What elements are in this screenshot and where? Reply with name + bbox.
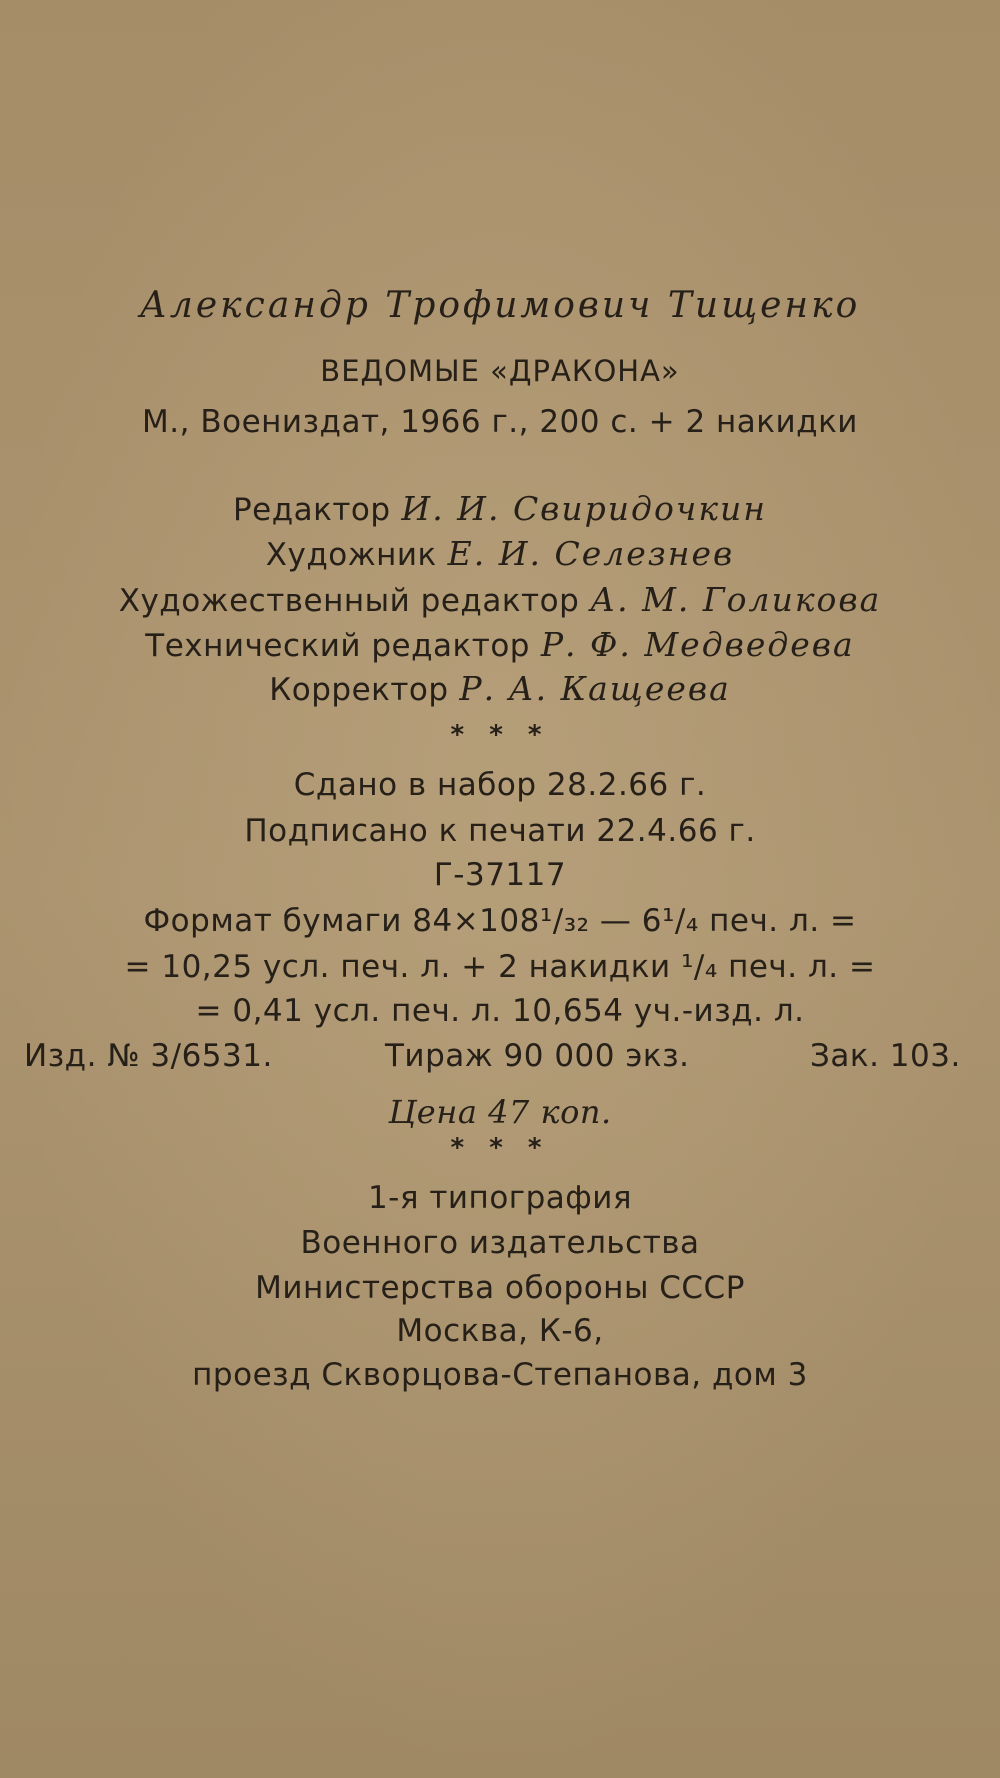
printer-line-5: проезд Скворцова-Степанова, дом 3 [192,1357,808,1393]
printer-line-2: Военного издательства [300,1225,700,1261]
credit-role: Корректор [269,672,449,708]
signed-date: Подписано к печати 22.4.66 г. [244,813,756,849]
censor-code: Г-37117 [433,857,567,893]
printer-line-1: 1-я типография [367,1180,633,1216]
credit-name: Е. И. Селезнев [447,534,735,573]
edition-number: Изд. № 3/6531. [24,1038,273,1074]
credit-name: Р. Ф. Медведева [540,625,855,664]
credit-name: И. И. Свиридочкин [401,489,768,528]
price: Цена 47 коп. [388,1093,612,1131]
credit-role: Художественный редактор [118,583,580,619]
credit-role: Художник [265,537,437,573]
credit-tech-editor [0,625,1000,664]
printer-line-3: Министерства обороны СССР [255,1270,745,1306]
credit-name: А. М. Голикова [590,580,882,619]
print-run: Тираж 90 000 экз. [385,1038,690,1074]
author-name: Александр Трофимович Тищенко [139,285,861,326]
order-number: Зак. 103. [810,1038,961,1074]
credit-art-editor [0,580,1000,619]
typeset-date: Сдано в набор 28.2.66 г. [293,767,707,803]
credit-proofreader [0,669,1000,708]
credit-role: Технический редактор [145,628,530,664]
printer-line-4: Москва, К-6, [396,1313,604,1349]
format-line-3: = 0,41 усл. печ. л. 10,654 уч.-изд. л. [195,993,805,1029]
credit-artist [0,534,1000,573]
imprint-line: М., Воениздат, 1966 г., 200 с. + 2 накидки [142,404,858,440]
separator-stars-2: * * * [450,1133,550,1163]
book-title: ВЕДОМЫЕ «ДРАКОНА» [320,354,680,388]
credit-editor [0,489,1000,528]
credit-name: Р. А. Кащеева [459,669,731,708]
separator-stars: * * * [450,720,550,750]
format-line-1: Формат бумаги 84×108¹/₃₂ — 6¹/₄ печ. л. = [143,903,857,939]
format-line-2: = 10,25 усл. печ. л. + 2 накидки ¹/₄ печ. л. = [124,949,876,985]
credit-role: Редактор [232,492,391,528]
